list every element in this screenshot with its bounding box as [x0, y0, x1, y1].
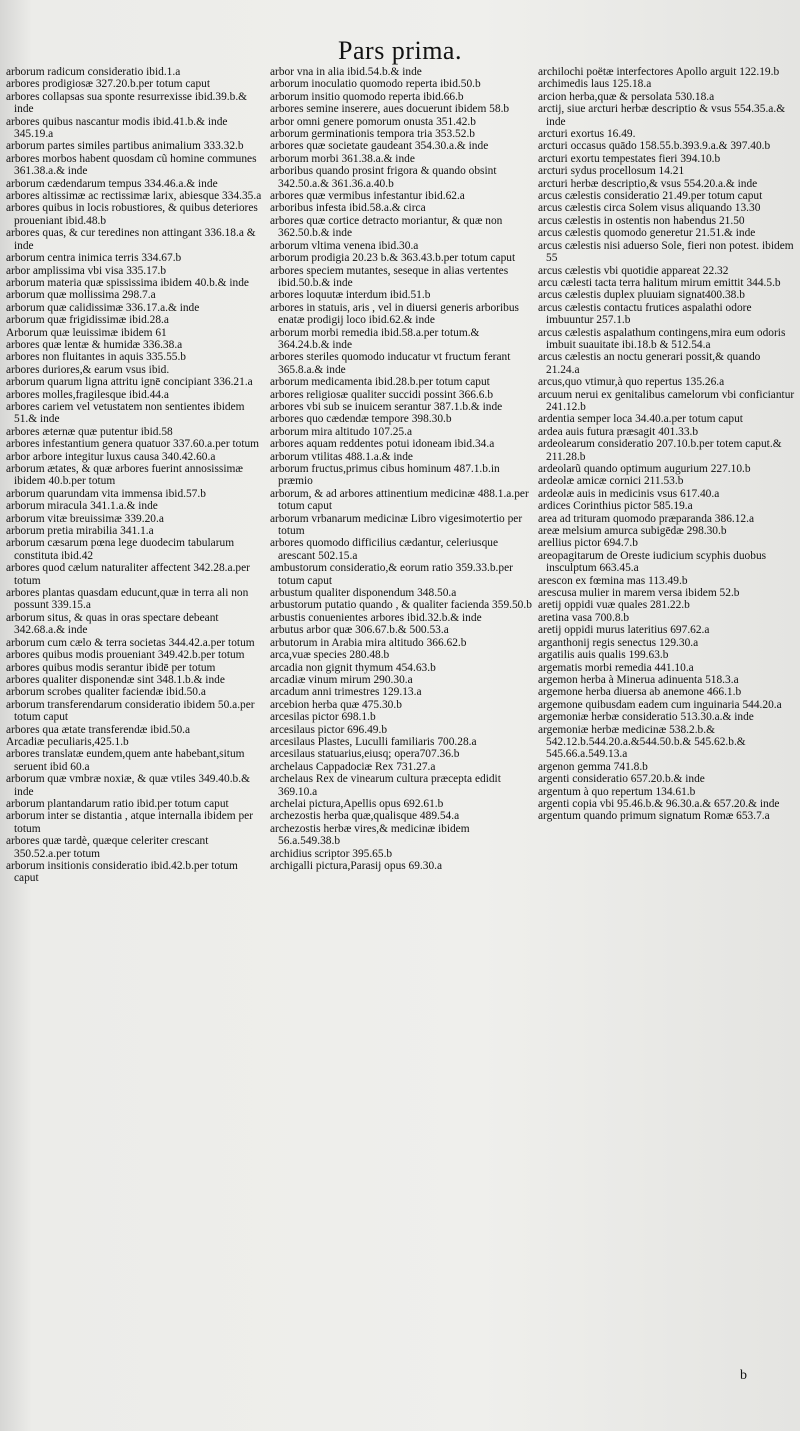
- index-entry: arborum quæ mollissima 298.7.a: [6, 289, 156, 302]
- index-entry: arcturi herbæ descriptio,& vsus 554.20.a.& inde: [538, 177, 758, 190]
- index-entry: arbustorum putatio quando , & qualiter facienda 359.50.b: [270, 599, 532, 612]
- index-entry: arcesilaus pictor 696.49.b: [270, 723, 388, 736]
- index-entry: arbor arbore integitur luxus causa 340.42.60.a: [6, 450, 216, 463]
- index-entry: arbores translatæ eundem,quem ante habebant,situm seruent ibid 60.a: [6, 748, 245, 773]
- index-entry: arborum cum cælo & terra societas 344.42.a.per totum: [6, 636, 255, 649]
- index-entry: arbores qua ætate transferendæ ibid.50.a: [6, 723, 191, 736]
- index-entry: arcturi exortus 16.49.: [538, 128, 636, 141]
- index-entry: archidius scriptor 395.65.b: [270, 847, 393, 860]
- index-column-2: [270, 66, 532, 885]
- index-entry: arbores quo cædendæ tempore 398.30.b: [270, 413, 452, 426]
- index-entry: arbores molles,fragilesque ibid.44.a: [6, 388, 169, 401]
- index-entry: arborum vrbanarum medicinæ Libro vigesimotertio per totum: [270, 512, 523, 538]
- index-entry: arborum quarum ligna attritu ignē concipiant 336.21.a: [6, 376, 253, 389]
- index-entry: arborum situs, & quas in oras spectare debeant 342.68.a.& inde: [6, 611, 219, 637]
- index-entry: arbores quæ cortice detracto moriantur, & quæ non 362.50.b.& inde: [270, 214, 503, 240]
- index-entry: arborum cæsarum pœna lege duodecim tabularum constituta ibid.42: [6, 537, 235, 562]
- index-entry: arbores prodigiosæ 327.20.b.per totum caput: [6, 78, 211, 91]
- index-entry: arborum miracula 341.1.a.& inde: [6, 500, 158, 513]
- index-entry: argenti consideratio 657.20.b.& inde: [538, 773, 705, 786]
- index-entry: argemone herba diuersa ab anemone 466.1.b: [538, 686, 742, 699]
- index-entry: arescusa mulier in marem versa ibidem 52.b: [538, 587, 740, 600]
- index-entry: arcion herba,quæ & persolata 530.18.a: [538, 90, 715, 103]
- index-entry: argemoniæ herbæ medicinæ 538.2.b.& 542.12.b.544.20.a.&544.50.b.& 545.62.b.& 545.66.a.549.13.a: [538, 723, 746, 761]
- index-entry: arborum medicamenta ibid.28.b.per totum caput: [270, 376, 490, 389]
- index-entry: arbores quomodo difficilius cædantur, celeriusque arescant 502.15.a: [270, 537, 499, 562]
- index-entry: arbores vbi sub se inuicem serantur 387.1.b.& inde: [270, 400, 503, 413]
- index-entry: arbor amplissima vbi visa 335.17.b: [6, 264, 167, 277]
- index-entry: arborum quæ calidissimæ 336.17.a.& inde: [6, 301, 200, 314]
- index-entry: arbores duriores,& earum vsus ibid.: [6, 363, 170, 376]
- index-entry: Arborum quæ leuissimæ ibidem 61: [6, 326, 167, 339]
- index-entry: arbores semine inserere, aues docuerunt ibidem 58.b: [270, 103, 510, 116]
- index-entry: arbores altissimæ ac rectissimæ larix, abiesque 334.35.a: [6, 190, 262, 203]
- index-entry: archelaus Cappadociæ Rex 731.27.a: [270, 760, 436, 773]
- index-entry: ardeolæ auis in medicinis vsus 617.40.a: [538, 487, 720, 500]
- index-entry: arcus cælestis in ostentis non habendus 21.50: [538, 214, 745, 227]
- index-entry: arcus cælestis aspalathum contingens,mira eum odoris imbuit suauitate ibi.18.b & 512.54.a: [538, 326, 786, 351]
- index-entry: archezostis herbæ vires,& medicinæ ibidem 56.a.549.38.b: [270, 822, 470, 848]
- index-entry: arcus cælestis contactu frutices aspalathi odore imbuuntur 257.1.b: [538, 301, 752, 327]
- index-entry: arcadum anni trimestres 129.13.a: [270, 686, 422, 699]
- index-entry: arborum quarundam vita immensa ibid.57.b: [6, 487, 206, 500]
- index-entry: arcadia non gignit thymum 454.63.b: [270, 661, 436, 674]
- index-entry: argatilis auis qualis 199.63.b: [538, 649, 669, 662]
- index-entry: archimedis laus 125.18.a: [538, 78, 652, 91]
- index-entry: argemon herba à Minerua adinuenta 518.3.a: [538, 673, 739, 686]
- index-entry: arbores æternæ quæ putentur ibid.58: [6, 425, 173, 438]
- index-entry: arborum transferendarum consideratio ibidem 50.a.per totum caput: [6, 698, 255, 724]
- index-entry: arcus cælestis an noctu generari possit,& quando 21.24.a: [538, 351, 761, 376]
- index-entry: arcu cælesti tacta terra halitum mirum emittit 344.5.b: [538, 276, 781, 289]
- index-entry: arboribus quando prosint frigora & quando obsint 342.50.a.& 361.36.a.40.b: [270, 165, 497, 190]
- index-entry: arbor vna in alia ibid.54.b.& inde: [270, 66, 422, 78]
- index-entry: arbores steriles quomodo inducatur vt fructum ferant 365.8.a.& inde: [270, 351, 511, 376]
- index-entry: arborum insitio quomodo reperta ibid.66.b: [270, 90, 464, 103]
- index-entry: arcus cælestis consideratio 21.49.per totum caput: [538, 190, 763, 203]
- index-entry: arbores qualiter disponendæ sint 348.1.b.& inde: [6, 673, 225, 686]
- index-entry: arbores morbos habent quosdam cũ homine communes 361.38.a.& inde: [6, 152, 257, 178]
- index-entry: arborum scrobes qualiter faciendæ ibid.50.a: [6, 686, 206, 699]
- index-entry: aretij oppidi vuæ quales 281.22.b: [538, 599, 690, 612]
- index-entry: arcus cælestis nisi aduerso Sole, fieri non potest. ibidem 55: [538, 239, 794, 265]
- index-entry: arborum vitæ breuissimæ 339.20.a: [6, 512, 164, 525]
- index-entry: arcebion herba quæ 475.30.b: [270, 698, 402, 711]
- index-entry: ardea auis futura præsagit 401.33.b: [538, 425, 699, 438]
- index-entry: argemone quibusdam eadem cum inguinaria 544.20.a: [538, 698, 782, 711]
- index-entry: arborum morbi 361.38.a.& inde: [270, 152, 415, 165]
- index-entry: arbores quod cælum naturaliter affectent 342.28.a.per totum: [6, 562, 250, 587]
- index-entry: arbor omni genere pomorum onusta 351.42.b: [270, 115, 476, 128]
- index-entry: arborum ætates, & quæ arbores fuerint annosissimæ ibidem 40.b.per totum: [6, 463, 243, 488]
- index-entry: ardentia semper loca 34.40.a.per totum caput: [538, 413, 743, 426]
- index-entry: arganthonij regis senectus 129.30.a: [538, 636, 699, 649]
- index-column-3: [538, 66, 796, 885]
- index-entry: area ad trituram quomodo præparanda 386.12.a: [538, 512, 755, 525]
- index-entry: arbores quæ lentæ & humidæ 336.38.a: [6, 338, 183, 351]
- index-entry: archezostis herba quæ,qualisque 489.54.a: [270, 810, 460, 823]
- index-entry: argentum quando primum signatum Romæ 653.7.a: [538, 810, 770, 823]
- index-entry: argentum à quo repertum 134.61.b: [538, 785, 696, 798]
- index-entry: arcus cælestis quomodo generetur 21.51.& inde: [538, 227, 756, 240]
- index-entry: argenon gemma 741.8.b: [538, 760, 648, 773]
- index-entry: arbores collapsas sua sponte resurrexisse ibid.39.b.& inde: [6, 90, 248, 116]
- index-entry: arbores quæ tardè, quæque celeriter crescant 350.52.a.per totum: [6, 835, 209, 860]
- index-entry: arborum pretia mirabilia 341.1.a: [6, 525, 154, 538]
- index-entry: argematis morbi remedia 441.10.a: [538, 661, 694, 674]
- index-entry: arcus cælestis duplex pluuiam signat400.38.b: [538, 289, 745, 302]
- index-entry: arbutorum in Arabia mira altitudo 366.62.b: [270, 636, 467, 649]
- index-entry: archigalli pictura,Parasij opus 69.30.a: [270, 860, 443, 872]
- index-entry: arbustum qualiter disponendum 348.50.a: [270, 587, 457, 600]
- index-entry: arbores quæ vermibus infestantur ibid.62.a: [270, 190, 465, 203]
- index-entry: arbores quibus in locis robustiores, & quibus deteriores proueniant ibid.48.b: [6, 202, 258, 227]
- index-entry: arcuum nerui ex genitalibus camelorum vbi conficiantur 241.12.b: [538, 388, 795, 413]
- index-entry: arbores in statuis, aris , vel in diuersi generis arboribus enatæ prodigij loco ibid.62.& inde: [270, 301, 519, 327]
- index-column-1: [6, 66, 264, 885]
- index-entry: arbores quibus modis proueniant 349.42.b.per totum: [6, 649, 245, 662]
- index-entry: aretij oppidi murus lateritius 697.62.a: [538, 624, 710, 637]
- index-entry: arbores quibus modis serantur ibidē per totum: [6, 661, 216, 674]
- index-entry: arborum quæ vmbræ noxiæ, & quæ vtiles 349.40.b.& inde: [6, 773, 250, 798]
- index-entry: ardeolæ amicæ cornici 211.53.b: [538, 475, 684, 488]
- index-columns: [6, 66, 796, 885]
- index-entry: arborum quæ frigidissimæ ibid.28.a: [6, 314, 169, 327]
- index-entry: arbores speciem mutantes, seseque in alias vertentes ibid.50.b.& inde: [270, 264, 509, 289]
- index-entry: arcturi occasus quādo 158.55.b.393.9.a.& 397.40.b: [538, 140, 771, 153]
- index-entry: arborum radicum consideratio ibid.1.a: [6, 66, 181, 78]
- index-entry: arbores infestantium genera quatuor 337.60.a.per totum: [6, 438, 260, 451]
- index-entry: arcturi exortu tempestates fieri 394.10.b: [538, 152, 721, 165]
- index-entry: arborum insitionis consideratio ibid.42.b.per totum caput: [6, 860, 238, 885]
- index-entry: arctij, siue arcturi herbæ descriptio & vsus 554.35.a.& inde: [538, 103, 786, 128]
- index-entry: arbores quas, & cur teredines non attingant 336.18.a & inde: [6, 227, 256, 252]
- catchword: b: [740, 1368, 747, 1383]
- index-entry: arborum centra inimica terris 334.67.b: [6, 252, 182, 265]
- index-entry: arca,vuæ species 280.48.b: [270, 649, 390, 662]
- index-entry: arcesilaus Plastes, Luculli familiaris 700.28.a: [270, 735, 477, 748]
- index-entry: arbores loquutæ interdum ibid.51.b: [270, 289, 431, 302]
- index-entry: arborum, & ad arbores attinentium medicinæ 488.1.a.per totum caput: [270, 487, 529, 513]
- index-entry: arboribus infesta ibid.58.a.& circa: [270, 202, 426, 215]
- index-entry: areæ melsium amurca subigēdæ 298.30.b: [538, 525, 727, 538]
- index-entry: archelai pictura,Apellis opus 692.61.b: [270, 797, 444, 810]
- index-entry: arborum inter se distantia , atque internalla ibidem per totum: [6, 810, 254, 835]
- index-entry: argenti copia vbi 95.46.b.& 96.30.a.& 657.20.& inde: [538, 797, 780, 810]
- index-entry: arbores quæ societate gaudeant 354.30.a.& inde: [270, 140, 489, 153]
- index-entry: arbores non fluitantes in aquis 335.55.b: [6, 351, 187, 364]
- index-entry: areopagitarum de Oreste iudicium scyphis duobus insculptum 663.45.a: [538, 549, 767, 575]
- index-entry: arborum plantandarum ratio ibid.per totum caput: [6, 797, 229, 810]
- page-heading: Pars prima.: [338, 36, 462, 65]
- index-entry: arcadiæ vinum mirum 290.30.a: [270, 673, 413, 686]
- index-entry: arborum germinationis tempora tria 353.52.b: [270, 128, 475, 141]
- index-entry: arbores plantas quasdam educunt,quæ in terra ali non possunt 339.15.a: [6, 587, 249, 612]
- index-entry: archelaus Rex de vinearum cultura præcepta edidit 369.10.a: [270, 773, 501, 798]
- index-entry: arborum partes similes partibus animalium 333.32.b: [6, 140, 244, 153]
- index-entry: arcesilas pictor 698.1.b: [270, 711, 376, 724]
- index-entry: arborum cædendarum tempus 334.46.a.& inde: [6, 177, 218, 190]
- index-entry: arbores quibus nascantur modis ibid.41.b.& inde 345.19.a: [6, 115, 228, 141]
- index-entry: arborum vltima venena ibid.30.a: [270, 239, 419, 252]
- index-entry: argemoniæ herbæ consideratio 513.30.a.& inde: [538, 711, 754, 724]
- index-entry: arbores cariem vel vetustatem non sentientes ibidem 51.& inde: [6, 400, 245, 426]
- index-entry: arcturi sydus procellosum 14.21: [538, 165, 685, 178]
- index-entry: Arcadiæ peculiaris,425.1.b: [6, 735, 129, 748]
- index-entry: arborum prodigia 20.23 b.& 363.43.b.per totum caput: [270, 252, 516, 265]
- index-entry: arescon ex fœmina mas 113.49.b: [538, 574, 688, 587]
- index-entry: ardeolearum consideratio 207.10.b.per totem caput.& 211.28.b: [538, 438, 782, 463]
- index-entry: arborum vtilitas 488.1.a.& inde: [270, 450, 413, 463]
- index-entry: arellius pictor 694.7.b: [538, 537, 638, 550]
- index-entry: ardeolarũ quando optimum augurium 227.10.b: [538, 463, 751, 475]
- index-entry: arbustis conuenientes arbores ibid.32.b.& inde: [270, 611, 482, 624]
- index-entry: arcus cælestis vbi quotidie appareat 22.32: [538, 264, 729, 277]
- index-entry: arbores aquam reddentes potui idoneam ibid.34.a: [270, 438, 495, 451]
- index-entry: aretina vasa 700.8.b: [538, 611, 630, 624]
- index-entry: arbutus arbor quæ 306.67.b.& 500.53.a: [270, 624, 449, 637]
- index-entry: arborum materia quæ spississima ibidem 40.b.& inde: [6, 276, 249, 289]
- index-entry: arborum mira altitudo 107.25.a: [270, 425, 413, 438]
- index-entry: ambustorum consideratio,& eorum ratio 359.33.b.per totum caput: [270, 562, 513, 587]
- index-entry: arborum inoculatio quomodo reperta ibid.50.b: [270, 78, 481, 91]
- index-entry: arborum fructus,primus cibus hominum 487.1.b.in præmio: [270, 463, 500, 488]
- index-entry: ardices Corinthius pictor 585.19.a: [538, 500, 693, 513]
- index-entry: arcesilaus statuarius,eiusq; opera707.36.b: [270, 748, 460, 761]
- index-entry: archilochi poëtæ interfectores Apollo arguit 122.19.b: [538, 66, 780, 78]
- index-entry: arcus,quo vtimur,à quo repertus 135.26.a: [538, 376, 725, 389]
- index-entry: arbores religiosæ qualiter succidi possint 366.6.b: [270, 388, 494, 401]
- index-entry: arborum morbi remedia ibid.58.a.per totum.& 364.24.b.& inde: [270, 326, 480, 351]
- index-entry: arcus cælestis circa Solem visus aliquando 13.30: [538, 202, 761, 215]
